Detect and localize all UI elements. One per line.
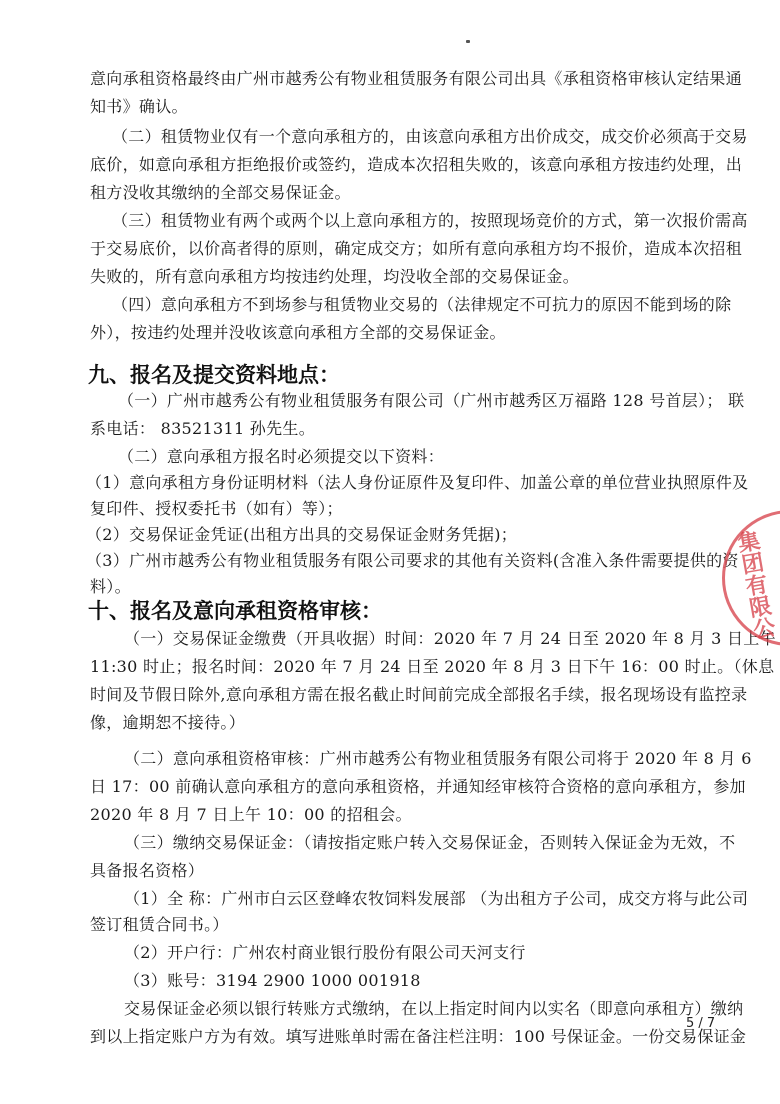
section-heading: 九、报名及提交资料地点： (88, 363, 340, 387)
section-heading: 十、报名及意向承租资格审核： (88, 599, 382, 623)
text-line: （3）账号：3194 2900 1000 001918 (124, 971, 421, 990)
text-line: 具备报名资格） (90, 861, 205, 880)
text-line: 系电话： 83521311 孙先生。 (90, 419, 316, 438)
text-line: 外），按违约处理并没收该意向承租方全部的交易保证金。 (90, 323, 506, 342)
text-line: （三）租赁物业有两个或两个以上意向承租方的，按照现场竞价的方式，第一次报价需高 (112, 211, 748, 230)
text-line: （二）意向承租方报名时必须提交以下资料： (118, 447, 445, 466)
text-line: （二）意向承租资格审核：广州市越秀公有物业租赁服务有限公司将于 2020 年 8 月 6 (124, 749, 752, 768)
text-line: 料）。 (90, 577, 131, 596)
text-line: （2）交易保证金凭证(出租方出具的交易保证金财务凭据)； (86, 525, 518, 544)
text-line: （1）全 称：广州市白云区登峰农牧饲料发展部 （为出租方子公司，成交方将与此公司 (124, 889, 749, 908)
text-line: （3）广州市越秀公有物业租赁服务有限公司要求的其他有关资料(含准入条件需要提供的资 (86, 551, 739, 570)
text-line: 失败的，所有意向承租方均按违约处理，均没收全部的交易保证金。 (90, 267, 580, 286)
page-number: 5 / 7 (686, 1016, 716, 1031)
text-line: （一）广州市越秀公有物业租赁服务有限公司（广州市越秀区万福路 128 号首层）； 联 (118, 391, 745, 410)
text-line: 日 17：00 前确认意向承租方的意向承租资格，并通知经审核符合资格的意向承租方，参加 (90, 777, 746, 796)
text-line: 底价，如意向承租方拒绝报价或签约，造成本次招租失败的，该意向承租方按违约处理，出 (90, 155, 743, 174)
text-line: （四）意向承租方不到场参与租赁物业交易的（法律规定不可抗力的原因不能到场的除 (112, 295, 732, 314)
text-line: （2）开户行：广州农村商业银行股份有限公司天河支行 (124, 943, 526, 962)
text-line: 于交易底价，以价高者得的原则，确定成交方；如所有意向承租方均不报价，造成本次招租 (90, 239, 743, 258)
text-line: （三）缴纳交易保证金：（请按指定账户转入交易保证金，否则转入保证金为无效，不 (124, 833, 736, 852)
text-line: 2020 年 8 月 7 日上午 10：00 的招租会。 (90, 805, 412, 824)
text-line: 签订租赁合同书。） (90, 915, 229, 934)
text-line: 租方没收其缴纳的全部交易保证金。 (90, 183, 351, 202)
text-line: 到以上指定账户方为有效。填写进账单时需在备注栏注明：100 号保证金。一份交易保证金 (90, 1027, 747, 1046)
text-line: 意向承租资格最终由广州市越秀公有物业租赁服务有限公司出具《承租资格审核认定结果通 (90, 69, 743, 88)
text-line: 复印件、授权委托书（如有）等）； (90, 499, 343, 518)
text-line: 11:30 时止；报名时间：2020 年 7 月 24 日至 2020 年 8 月 3 日下午 16：00 时止。（休息 (90, 657, 775, 676)
text-line: （二）租赁物业仅有一个意向承租方的，由该意向承租方出价成交，成交价必须高于交易 (112, 127, 748, 146)
text-line: 时间及节假日除外,意向承租方需在报名截止时间前完成全部报名手续，报名现场设有监控录 (90, 685, 748, 704)
text-line: （一）交易保证金缴费（开具收据）时间：2020 年 7 月 24 日至 2020 年 8 月 3 日上午 (124, 629, 776, 648)
text-line: 像，逾期恕不接待。） (90, 713, 246, 732)
text-line: （1）意向承租方身份证明材料（法人身份证原件及复印件、加盖公章的单位营业执照原件及 (86, 473, 749, 492)
scan-mark (466, 40, 470, 43)
text-line: 交易保证金必须以银行转账方式缴纳，在以上指定时间内以实名（即意向承租方）缴纳 (124, 999, 744, 1018)
company-seal-text: 集团有限公 (732, 528, 777, 642)
text-line: 知书》确认。 (90, 97, 188, 116)
